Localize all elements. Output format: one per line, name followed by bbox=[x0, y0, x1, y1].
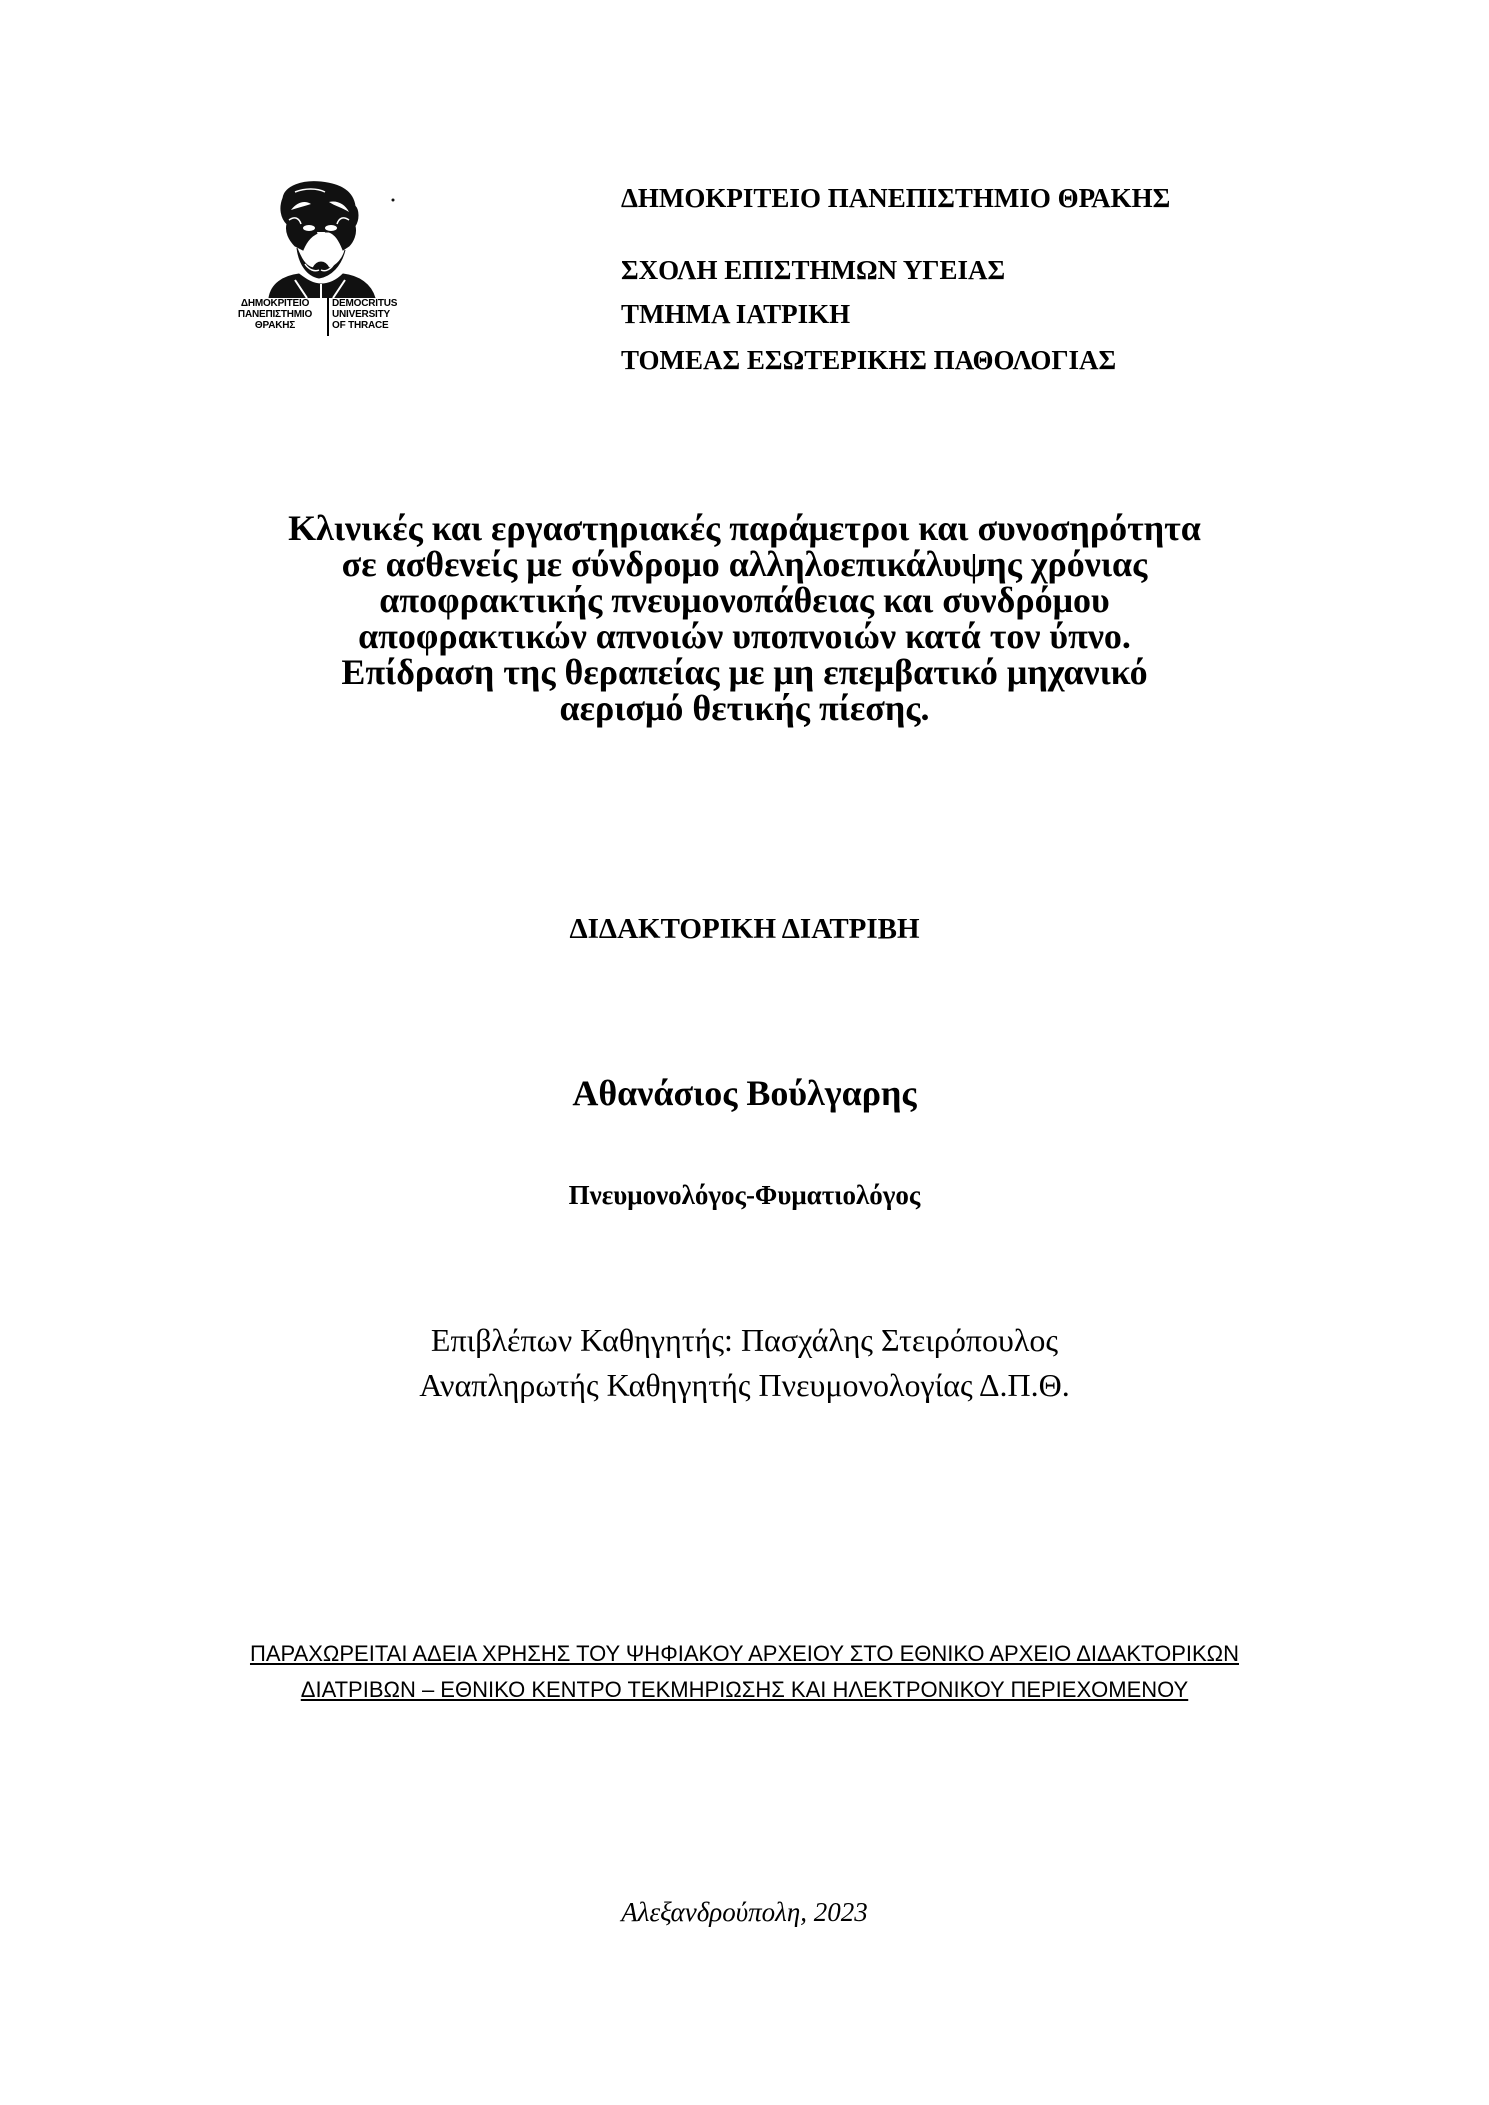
logo-text-greek bbox=[225, 298, 325, 331]
logo-greek-line: ΘΡΑΚΗΣ bbox=[254, 320, 296, 331]
logo-greek-line: ΠΑΝΕΠΙΣΤΗΜΙΟ bbox=[237, 309, 313, 320]
logo-english-line: OF THRACE bbox=[332, 320, 389, 331]
author-specialty: Πνευμονολόγος-Φυματιολόγος bbox=[568, 1180, 921, 1210]
title-line: αποφρακτικών απνοιών υποπνοιών κατά τον ύπνο. bbox=[358, 616, 1131, 656]
school-name: ΣΧΟΛΗ ΕΠΙΣΤΗΜΩΝ ΥΓΕΙΑΣ bbox=[621, 255, 1006, 285]
supervisor-line: Επιβλέπων Καθηγητής: Πασχάλης Στειρόπουλος bbox=[430, 1322, 1059, 1358]
place-and-date: Αλεξανδρούπολη, 2023 bbox=[621, 1897, 868, 1927]
license-line: ΔΙΑΤΡΙΒΩΝ – ΕΘΝΙΚΟ ΚΕΝΤΡΟ ΤΕΚΜΗΡΙΩΣΗΣ ΚΑΙ ΗΛΕΚΤΡΟΝΙΚΟΥ ΠΕΡΙΕΧΟΜΕΝΟΥ bbox=[300, 1677, 1189, 1702]
title-line: αποφρακτικής πνευμονοπάθειας και συνδρόμου bbox=[379, 580, 1110, 620]
title-line: αερισμό θετικής πίεσης. bbox=[559, 688, 930, 728]
sector-name: ΤΟΜΕΑΣ ΕΣΩΤΕΡΙΚΗΣ ΠΑΘΟΛΟΓΙΑΣ bbox=[621, 345, 1117, 375]
document-type: ΔΙΔΑΚΤΟΡΙΚΗ ΔΙΑΤΡΙΒΗ bbox=[569, 913, 920, 945]
license-notice bbox=[0, 1636, 1489, 1708]
university-name: ΔΗΜΟΚΡΙΤΕΙΟ ΠΑΝΕΠΙΣΤΗΜΙΟ ΘΡΑΚΗΣ bbox=[621, 183, 1171, 213]
logo-divider bbox=[327, 298, 329, 336]
title-line: Επίδραση της θεραπείας με μη επεμβατικό μηχανικό bbox=[341, 652, 1148, 692]
title-line: Κλινικές και εργαστηριακές παράμετροι και συνοσηρότητα bbox=[288, 508, 1201, 548]
institution-header bbox=[621, 183, 1170, 375]
logo-english-line: UNIVERSITY bbox=[332, 309, 391, 320]
supervisor-block bbox=[0, 1318, 1489, 1408]
logo-english-line: DEMOCRITUS bbox=[332, 298, 398, 309]
logo-text-english bbox=[332, 298, 422, 331]
license-line: ΠΑΡΑΧΩΡΕΙΤΑΙ ΑΔΕΙΑ ΧΡΗΣΗΣ ΤΟΥ ΨΗΦΙΑΚΟΥ ΑΡΧΕΙΟΥ ΣΤΟ ΕΘΝΙΚΟ ΑΡΧΕΙΟ ΔΙΔΑΚΤΟΡΙΚΩΝ bbox=[249, 1641, 1239, 1666]
thesis-title bbox=[0, 510, 1489, 726]
university-logo bbox=[225, 180, 430, 345]
department-name: ΤΜΗΜΑ ΙΑΤΡΙΚΗ bbox=[621, 299, 851, 329]
logo-greek-line: ΔΗΜΟΚΡΙΤΕΙΟ bbox=[240, 298, 310, 309]
supervisor-line: Αναπληρωτής Καθηγητής Πνευμονολογίας Δ.Π.Θ. bbox=[419, 1367, 1070, 1403]
title-line: σε ασθενείς με σύνδρομο αλληλοεπικάλυψης χρόνιας bbox=[341, 544, 1148, 584]
democritus-bust-icon bbox=[225, 180, 430, 298]
author-name: Αθανάσιος Βούλγαρης bbox=[572, 1073, 917, 1113]
